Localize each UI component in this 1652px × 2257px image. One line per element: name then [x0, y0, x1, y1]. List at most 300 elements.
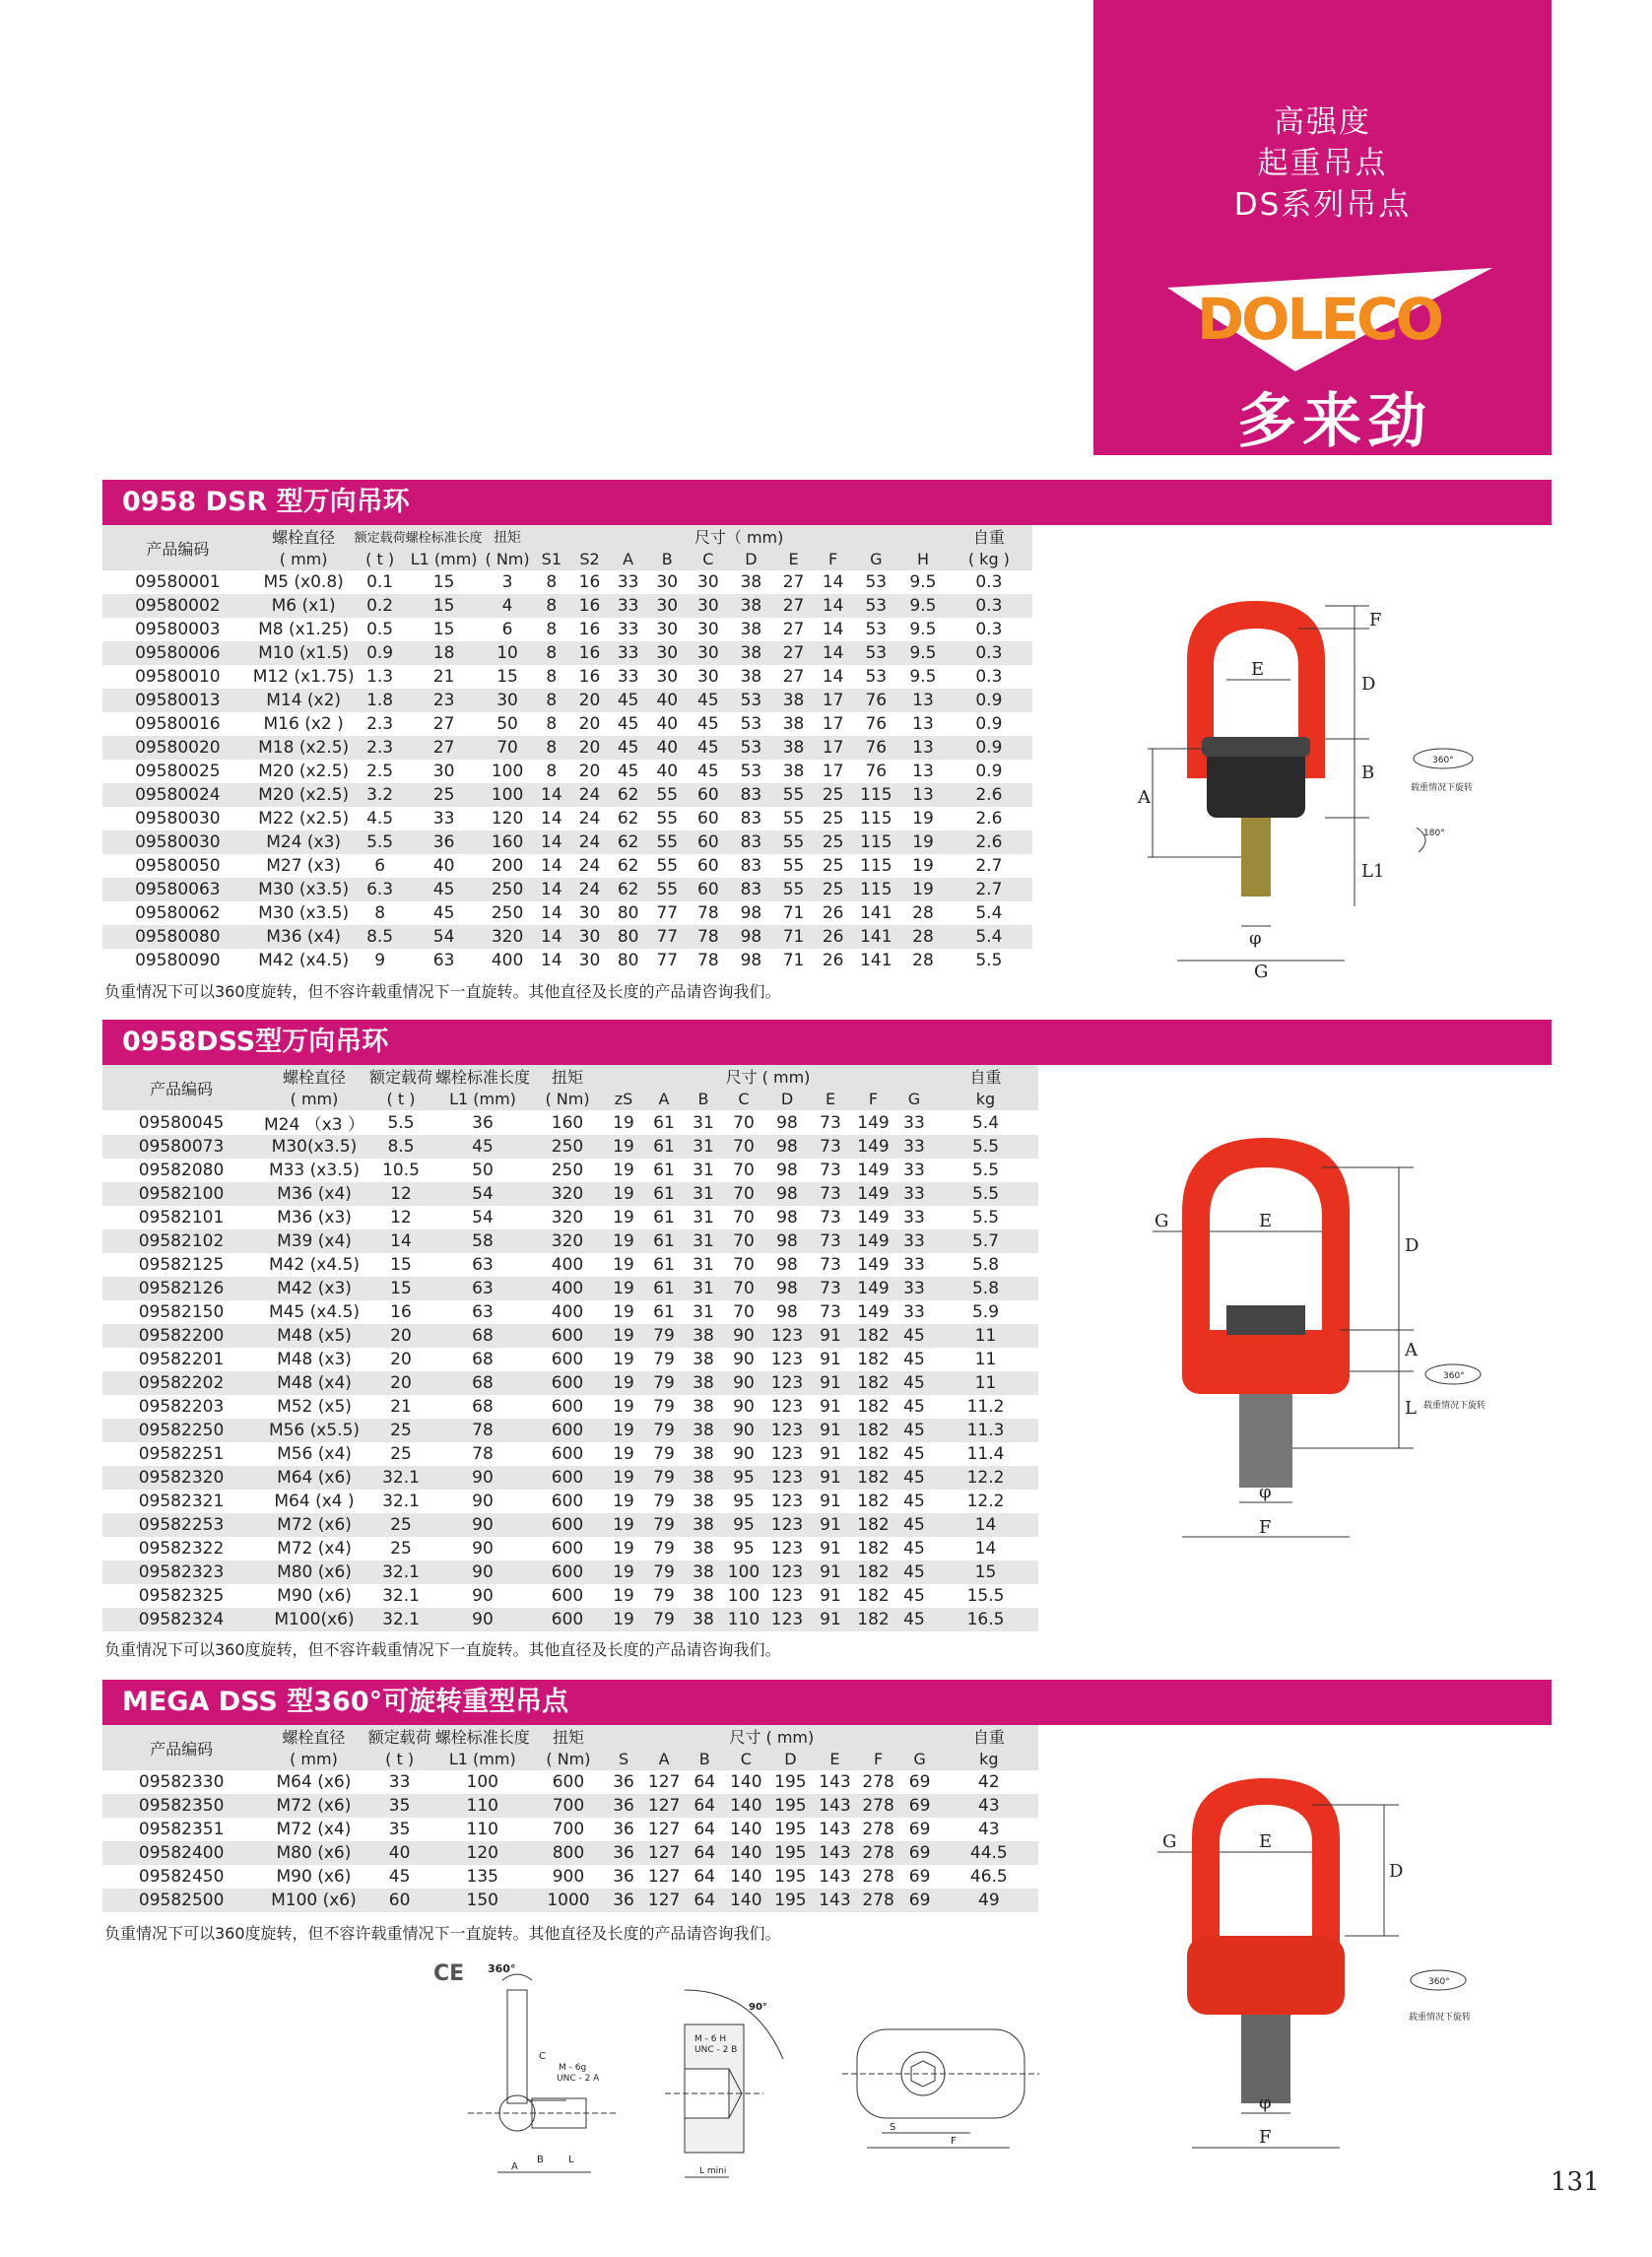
table-cell: 8: [533, 665, 571, 689]
table-cell: M48 (x5): [260, 1324, 368, 1348]
table-cell: 31: [684, 1300, 723, 1324]
table-cell: 27: [772, 641, 815, 665]
table-cell: M64 (x6): [260, 1770, 366, 1794]
table-cell: 33: [895, 1300, 933, 1324]
table-cell: 12.2: [933, 1490, 1038, 1513]
table-cell: 79: [644, 1466, 684, 1490]
table-cell: 80: [609, 925, 648, 949]
table-cell: 182: [851, 1442, 895, 1466]
table-cell: 100: [483, 760, 533, 783]
product-code-cell: 09580013: [102, 689, 253, 712]
table-cell: 53: [851, 570, 900, 594]
table-cell: 98: [764, 1300, 810, 1324]
table-cell: 278: [857, 1770, 900, 1794]
table-cell: 19: [603, 1159, 644, 1182]
d2-angle: 90°: [749, 2002, 767, 2013]
table-cell: 9.5: [900, 570, 946, 594]
table-cell: 25: [406, 783, 483, 807]
drawing-tapped-hole: [665, 1990, 783, 2177]
table-cell: 30: [647, 594, 687, 618]
table-cell: 70: [723, 1253, 764, 1277]
product-code-cell: 09582101: [102, 1206, 260, 1229]
table-cell: 2.6: [946, 807, 1032, 830]
table-cell: 14: [815, 665, 852, 689]
table-cell: 38: [684, 1584, 723, 1608]
product-code-cell: 09580024: [102, 783, 253, 807]
table-cell: 45: [609, 689, 648, 712]
product-code-cell: 09582400: [102, 1841, 260, 1865]
table-cell: 123: [764, 1395, 810, 1419]
table-cell: 160: [483, 830, 533, 854]
table-cell: 5.5: [933, 1159, 1038, 1182]
table-cell: 127: [643, 1818, 685, 1841]
table-cell: 83: [730, 783, 773, 807]
dim-col: B: [685, 1748, 724, 1770]
table-cell: 140: [724, 1889, 767, 1912]
dim-label-g: G: [1162, 1831, 1177, 1852]
table-cell: 127: [643, 1865, 685, 1889]
table-cell: 78: [433, 1419, 532, 1442]
table-cell: 71: [772, 901, 815, 925]
dim-label-e: E: [1259, 1831, 1273, 1852]
table-cell: 55: [772, 783, 815, 807]
table-cell: 38: [684, 1608, 723, 1631]
table-row: [102, 1490, 1038, 1513]
table-cell: 143: [813, 1794, 856, 1818]
table-cell: M12 (x1.75): [252, 667, 355, 687]
table-cell: 32.1: [368, 1490, 433, 1513]
table-cell: 123: [764, 1371, 810, 1395]
dim-col: E: [772, 548, 815, 570]
table-cell: 79: [644, 1560, 684, 1584]
table-cell: 30: [687, 618, 730, 641]
dim-col: zS: [603, 1088, 644, 1110]
table-cell: 36: [604, 1865, 643, 1889]
table-row: [102, 1300, 1038, 1324]
table-cell: 83: [730, 854, 773, 878]
product-code-cell: 09580003: [102, 618, 253, 641]
table-cell: 38: [684, 1419, 723, 1442]
table-cell: 54: [406, 925, 483, 949]
table-cell: 143: [813, 1818, 856, 1841]
table-cell: M48 (x4): [260, 1371, 368, 1395]
col-bolt-unit: ( mm): [253, 548, 355, 570]
table-cell: 12: [368, 1206, 433, 1229]
table-cell: 30: [687, 665, 730, 689]
table-cell: 55: [647, 783, 687, 807]
table-cell: 140: [724, 1818, 767, 1841]
table-row: [102, 1277, 1038, 1300]
table-cell: 182: [851, 1371, 895, 1395]
table-cell: 21: [368, 1395, 433, 1419]
table-cell: 12.2: [933, 1466, 1038, 1490]
table-cell: 100: [723, 1584, 764, 1608]
table-cell: 400: [532, 1300, 603, 1324]
table-cell: 68: [433, 1395, 532, 1419]
table-cell: M30(x3.5): [260, 1135, 368, 1159]
table-cell: 195: [767, 1818, 813, 1841]
table-cell: 143: [813, 1841, 856, 1865]
table-cell: 20: [368, 1371, 433, 1395]
table-row: [102, 1206, 1038, 1229]
table-cell: 123: [764, 1348, 810, 1371]
product-code-cell: 09582100: [102, 1182, 260, 1206]
table-cell: M20 (x2.5): [253, 783, 355, 807]
table-cell: 30: [687, 570, 730, 594]
col-dimensions: 尺寸（ mm): [533, 525, 946, 548]
page-number: 131: [1551, 2167, 1600, 2197]
table-cell: 14: [815, 594, 852, 618]
col-load-unit: ( t ): [367, 1748, 432, 1770]
product-code-cell: 09582325: [102, 1584, 260, 1608]
table-cell: 182: [851, 1537, 895, 1560]
table-cell: 63: [433, 1253, 532, 1277]
dim-label-l1: L1: [1361, 861, 1385, 882]
table-cell: 250: [483, 901, 533, 925]
table-cell: 0.3: [946, 665, 1032, 689]
rotation-360-label: 360°: [1443, 1371, 1465, 1381]
product-code-cell: 09582200: [102, 1324, 260, 1348]
product-code-cell: 09580006: [102, 641, 253, 665]
table-cell: 5.5: [355, 830, 406, 854]
table-cell: 79: [644, 1513, 684, 1537]
table-cell: 55: [647, 878, 687, 901]
table-cell: 55: [772, 878, 815, 901]
dim-col: E: [813, 1748, 856, 1770]
table-cell: 16: [368, 1300, 433, 1324]
table-row: [102, 854, 1032, 878]
table-cell: M14 (x2): [253, 689, 355, 712]
table-cell: M72 (x4): [260, 1818, 366, 1841]
product-code-cell: 09582323: [102, 1560, 260, 1584]
table-cell: 83: [730, 807, 773, 830]
table-cell: 61: [644, 1182, 684, 1206]
table-cell: 33: [367, 1770, 432, 1794]
dim-label-l: L: [1405, 1398, 1417, 1419]
table-cell: 20: [570, 689, 609, 712]
table-cell: 9.5: [900, 665, 946, 689]
table-cell: 40: [367, 1841, 432, 1865]
table-cell: 98: [730, 925, 773, 949]
col-bolt-diameter: 螺栓直径: [260, 1725, 366, 1748]
table-cell: 3: [483, 570, 533, 594]
table-cell: 68: [433, 1348, 532, 1371]
table-cell: 14: [533, 854, 571, 878]
table-cell: 79: [644, 1490, 684, 1513]
table-row: [102, 689, 1032, 712]
table-cell: 45: [609, 760, 648, 783]
table-cell: 95: [723, 1466, 764, 1490]
table-cell: M6 (x1): [253, 594, 355, 618]
table-cell: 91: [810, 1537, 851, 1560]
table-cell: 61: [644, 1277, 684, 1300]
table-cell: 120: [483, 807, 533, 830]
table-cell: 61: [644, 1229, 684, 1253]
table-cell: 5.8: [933, 1253, 1038, 1277]
product-code-cell: 09582450: [102, 1865, 260, 1889]
table-cell: 0.3: [946, 618, 1032, 641]
table-cell: 14: [533, 878, 571, 901]
table-cell: 30: [406, 760, 483, 783]
table-cell: 9.5: [900, 594, 946, 618]
dim-col: E: [810, 1088, 851, 1110]
table-cell: 30: [570, 949, 609, 972]
table-cell: 14: [533, 830, 571, 854]
table-cell: 16: [570, 641, 609, 665]
table-cell: 5.5: [368, 1110, 433, 1135]
table-row: [102, 1229, 1038, 1253]
table-cell: 320: [483, 925, 533, 949]
table-cell: 14: [815, 618, 852, 641]
table-cell: 250: [532, 1135, 603, 1159]
table-cell: 33: [609, 618, 648, 641]
table-cell: 36: [604, 1889, 643, 1912]
table-cell: 1.8: [355, 689, 406, 712]
dim-label-f: F: [1369, 610, 1382, 631]
table-cell: M72 (x6): [260, 1794, 366, 1818]
table-cell: 98: [730, 901, 773, 925]
table-cell: 98: [730, 949, 773, 972]
table-row: [102, 618, 1032, 641]
table-cell: 55: [647, 854, 687, 878]
table-cell: 140: [724, 1770, 767, 1794]
col-bolt-length: 螺栓标准长度: [433, 1065, 532, 1088]
table-row: [102, 1537, 1038, 1560]
table-cell: 31: [684, 1253, 723, 1277]
table-cell: 19: [603, 1490, 644, 1513]
dim-col: G: [895, 1088, 933, 1110]
table-cell: 16: [570, 665, 609, 689]
table-cell: 24: [570, 878, 609, 901]
table-cell: 2.3: [355, 736, 406, 760]
table-cell: 24: [570, 783, 609, 807]
table-row: [102, 570, 1032, 594]
table-cell: 54: [433, 1206, 532, 1229]
table-cell: 195: [767, 1841, 813, 1865]
table-cell: 0.9: [946, 689, 1032, 712]
table-cell: 73: [810, 1135, 851, 1159]
table-cell: 62: [609, 854, 648, 878]
dss-note: 负重情况下可以360度旋转，但不容许载重情况下一直旋转。其他直径及长度的产品请咨询我们。: [104, 1640, 781, 1659]
table-cell: 14: [533, 783, 571, 807]
table-cell: 149: [851, 1229, 895, 1253]
table-cell: 64: [685, 1889, 724, 1912]
table-cell: 45: [895, 1584, 933, 1608]
table-cell: 35: [367, 1794, 432, 1818]
table-cell: 24: [570, 854, 609, 878]
table-cell: 400: [483, 949, 533, 972]
brand-line-1: 高强度: [1274, 104, 1371, 140]
dim-label-d: D: [1405, 1235, 1420, 1256]
table-cell: 38: [684, 1560, 723, 1584]
logo-text: DOLECO: [1197, 286, 1441, 353]
table-cell: 98: [764, 1277, 810, 1300]
table-cell: M24 (x3): [253, 830, 355, 854]
table-cell: 30: [570, 925, 609, 949]
table-cell: 90: [723, 1371, 764, 1395]
table-cell: 0.3: [946, 641, 1032, 665]
product-code-cell: 09582253: [102, 1513, 260, 1537]
table-cell: 38: [684, 1395, 723, 1419]
table-cell: 2.6: [946, 783, 1032, 807]
table-cell: 182: [851, 1490, 895, 1513]
table-cell: 320: [532, 1229, 603, 1253]
table-cell: 21: [406, 665, 483, 689]
table-cell: 68: [433, 1371, 532, 1395]
table-cell: 98: [764, 1159, 810, 1182]
col-product-code: 产品编码: [102, 1725, 260, 1770]
table-cell: 9.5: [900, 618, 946, 641]
dim-col: A: [643, 1748, 685, 1770]
col-weight: 自重: [933, 1065, 1038, 1088]
table-cell: 27: [772, 618, 815, 641]
table-cell: 79: [644, 1419, 684, 1442]
table-cell: 91: [810, 1442, 851, 1466]
table-cell: 33: [895, 1110, 933, 1135]
table-cell: 1000: [533, 1889, 604, 1912]
table-cell: 15: [368, 1253, 433, 1277]
col-torque-unit: ( Nm): [532, 1088, 603, 1110]
table-cell: M8 (x1.25): [253, 618, 355, 641]
table-cell: 17: [815, 736, 852, 760]
dim-label-g: G: [1254, 962, 1269, 982]
table-cell: 53: [851, 665, 900, 689]
table-cell: 45: [895, 1419, 933, 1442]
table-cell: 320: [532, 1206, 603, 1229]
table-cell: 600: [532, 1513, 603, 1537]
table-cell: 78: [687, 901, 730, 925]
table-cell: 19: [603, 1135, 644, 1159]
product-code-cell: 09582201: [102, 1348, 260, 1371]
col-rated-load: 额定载荷: [367, 1725, 432, 1748]
product-code-cell: 09580001: [102, 570, 253, 594]
table-cell: M18 (x2.5): [253, 736, 355, 760]
table-cell: 14: [815, 570, 852, 594]
table-cell: M20 (x2.5): [253, 760, 355, 783]
table-cell: 8: [533, 641, 571, 665]
table-cell: 68: [433, 1324, 532, 1348]
dim-col: B: [684, 1088, 723, 1110]
table-cell: 35: [367, 1818, 432, 1841]
table-cell: 15: [483, 665, 533, 689]
table-cell: 100: [723, 1560, 764, 1584]
table-row: [102, 1324, 1038, 1348]
table-cell: 15: [933, 1560, 1038, 1584]
dim-col: F: [851, 1088, 895, 1110]
table-cell: 600: [532, 1560, 603, 1584]
table-cell: 25: [815, 830, 852, 854]
table-cell: 25: [368, 1419, 433, 1442]
table-cell: 135: [432, 1865, 533, 1889]
table-cell: 2.6: [946, 830, 1032, 854]
table-cell: 38: [684, 1537, 723, 1560]
table-row: [102, 1159, 1038, 1182]
table-cell: 115: [851, 807, 900, 830]
table-cell: 77: [647, 949, 687, 972]
table-cell: 24: [570, 807, 609, 830]
table-row: [102, 760, 1032, 783]
table-cell: 25: [815, 783, 852, 807]
table-row: [102, 1889, 1038, 1912]
table-cell: 77: [647, 925, 687, 949]
col-weight-unit: ( kg ): [946, 548, 1032, 570]
table-cell: 12: [368, 1182, 433, 1206]
table-cell: 91: [810, 1395, 851, 1419]
table-cell: 78: [687, 925, 730, 949]
table-cell: 5.8: [933, 1277, 1038, 1300]
table-cell: 98: [764, 1229, 810, 1253]
product-code-cell: 09582125: [102, 1253, 260, 1277]
table-cell: 19: [603, 1466, 644, 1490]
table-cell: 53: [730, 689, 773, 712]
table-cell: 15: [406, 594, 483, 618]
table-cell: 19: [603, 1206, 644, 1229]
table-cell: 25: [368, 1513, 433, 1537]
table-cell: 91: [810, 1419, 851, 1442]
table-row: [102, 878, 1032, 901]
table-cell: 69: [900, 1770, 940, 1794]
product-code-cell: 09580010: [102, 665, 253, 689]
rotation-note: 载重情况下旋转: [1409, 2013, 1472, 2023]
table-cell: 600: [532, 1395, 603, 1419]
table-cell: 91: [810, 1584, 851, 1608]
table-cell: 20: [570, 736, 609, 760]
table-cell: 45: [895, 1608, 933, 1631]
table-cell: 70: [723, 1300, 764, 1324]
table-row: [102, 1442, 1038, 1466]
table-cell: 123: [764, 1560, 810, 1584]
table-cell: 50: [483, 712, 533, 736]
table-cell: 26: [815, 949, 852, 972]
table-cell: 53: [851, 641, 900, 665]
product-code-cell: 09580063: [102, 878, 253, 901]
d1-l: L: [568, 2155, 574, 2165]
table-cell: 61: [644, 1300, 684, 1324]
table-cell: 14: [933, 1537, 1038, 1560]
table-cell: 42: [940, 1770, 1038, 1794]
table-cell: 141: [851, 949, 900, 972]
table-cell: M5 (x0.8): [253, 570, 355, 594]
table-cell: 40: [647, 689, 687, 712]
table-cell: 23: [406, 689, 483, 712]
table-cell: 27: [772, 594, 815, 618]
col-dimensions: 尺寸 ( mm): [603, 1065, 933, 1088]
table-cell: 140: [724, 1794, 767, 1818]
table-cell: 160: [532, 1110, 603, 1135]
table-row: [102, 712, 1032, 736]
table-cell: 700: [533, 1794, 604, 1818]
table-cell: 38: [730, 665, 773, 689]
dim-col: S: [604, 1748, 643, 1770]
table-cell: 62: [609, 807, 648, 830]
table-cell: 90: [433, 1513, 532, 1537]
table-row: [102, 1865, 1038, 1889]
table-cell: 31: [684, 1159, 723, 1182]
table-cell: 70: [723, 1110, 764, 1135]
table-cell: 30: [647, 641, 687, 665]
table-cell: 30: [647, 618, 687, 641]
table-row: [102, 1560, 1038, 1584]
table-cell: 78: [687, 949, 730, 972]
col-torque-unit: ( Nm): [533, 1748, 604, 1770]
product-code-cell: 09580080: [102, 925, 253, 949]
mega-section-title: MEGA DSS 型360°可旋转重型吊点: [102, 1680, 1552, 1725]
table-cell: 120: [432, 1841, 533, 1865]
table-cell: 36: [433, 1110, 532, 1135]
table-cell: 79: [644, 1371, 684, 1395]
table-cell: 19: [603, 1348, 644, 1371]
table-cell: 5.4: [946, 901, 1032, 925]
